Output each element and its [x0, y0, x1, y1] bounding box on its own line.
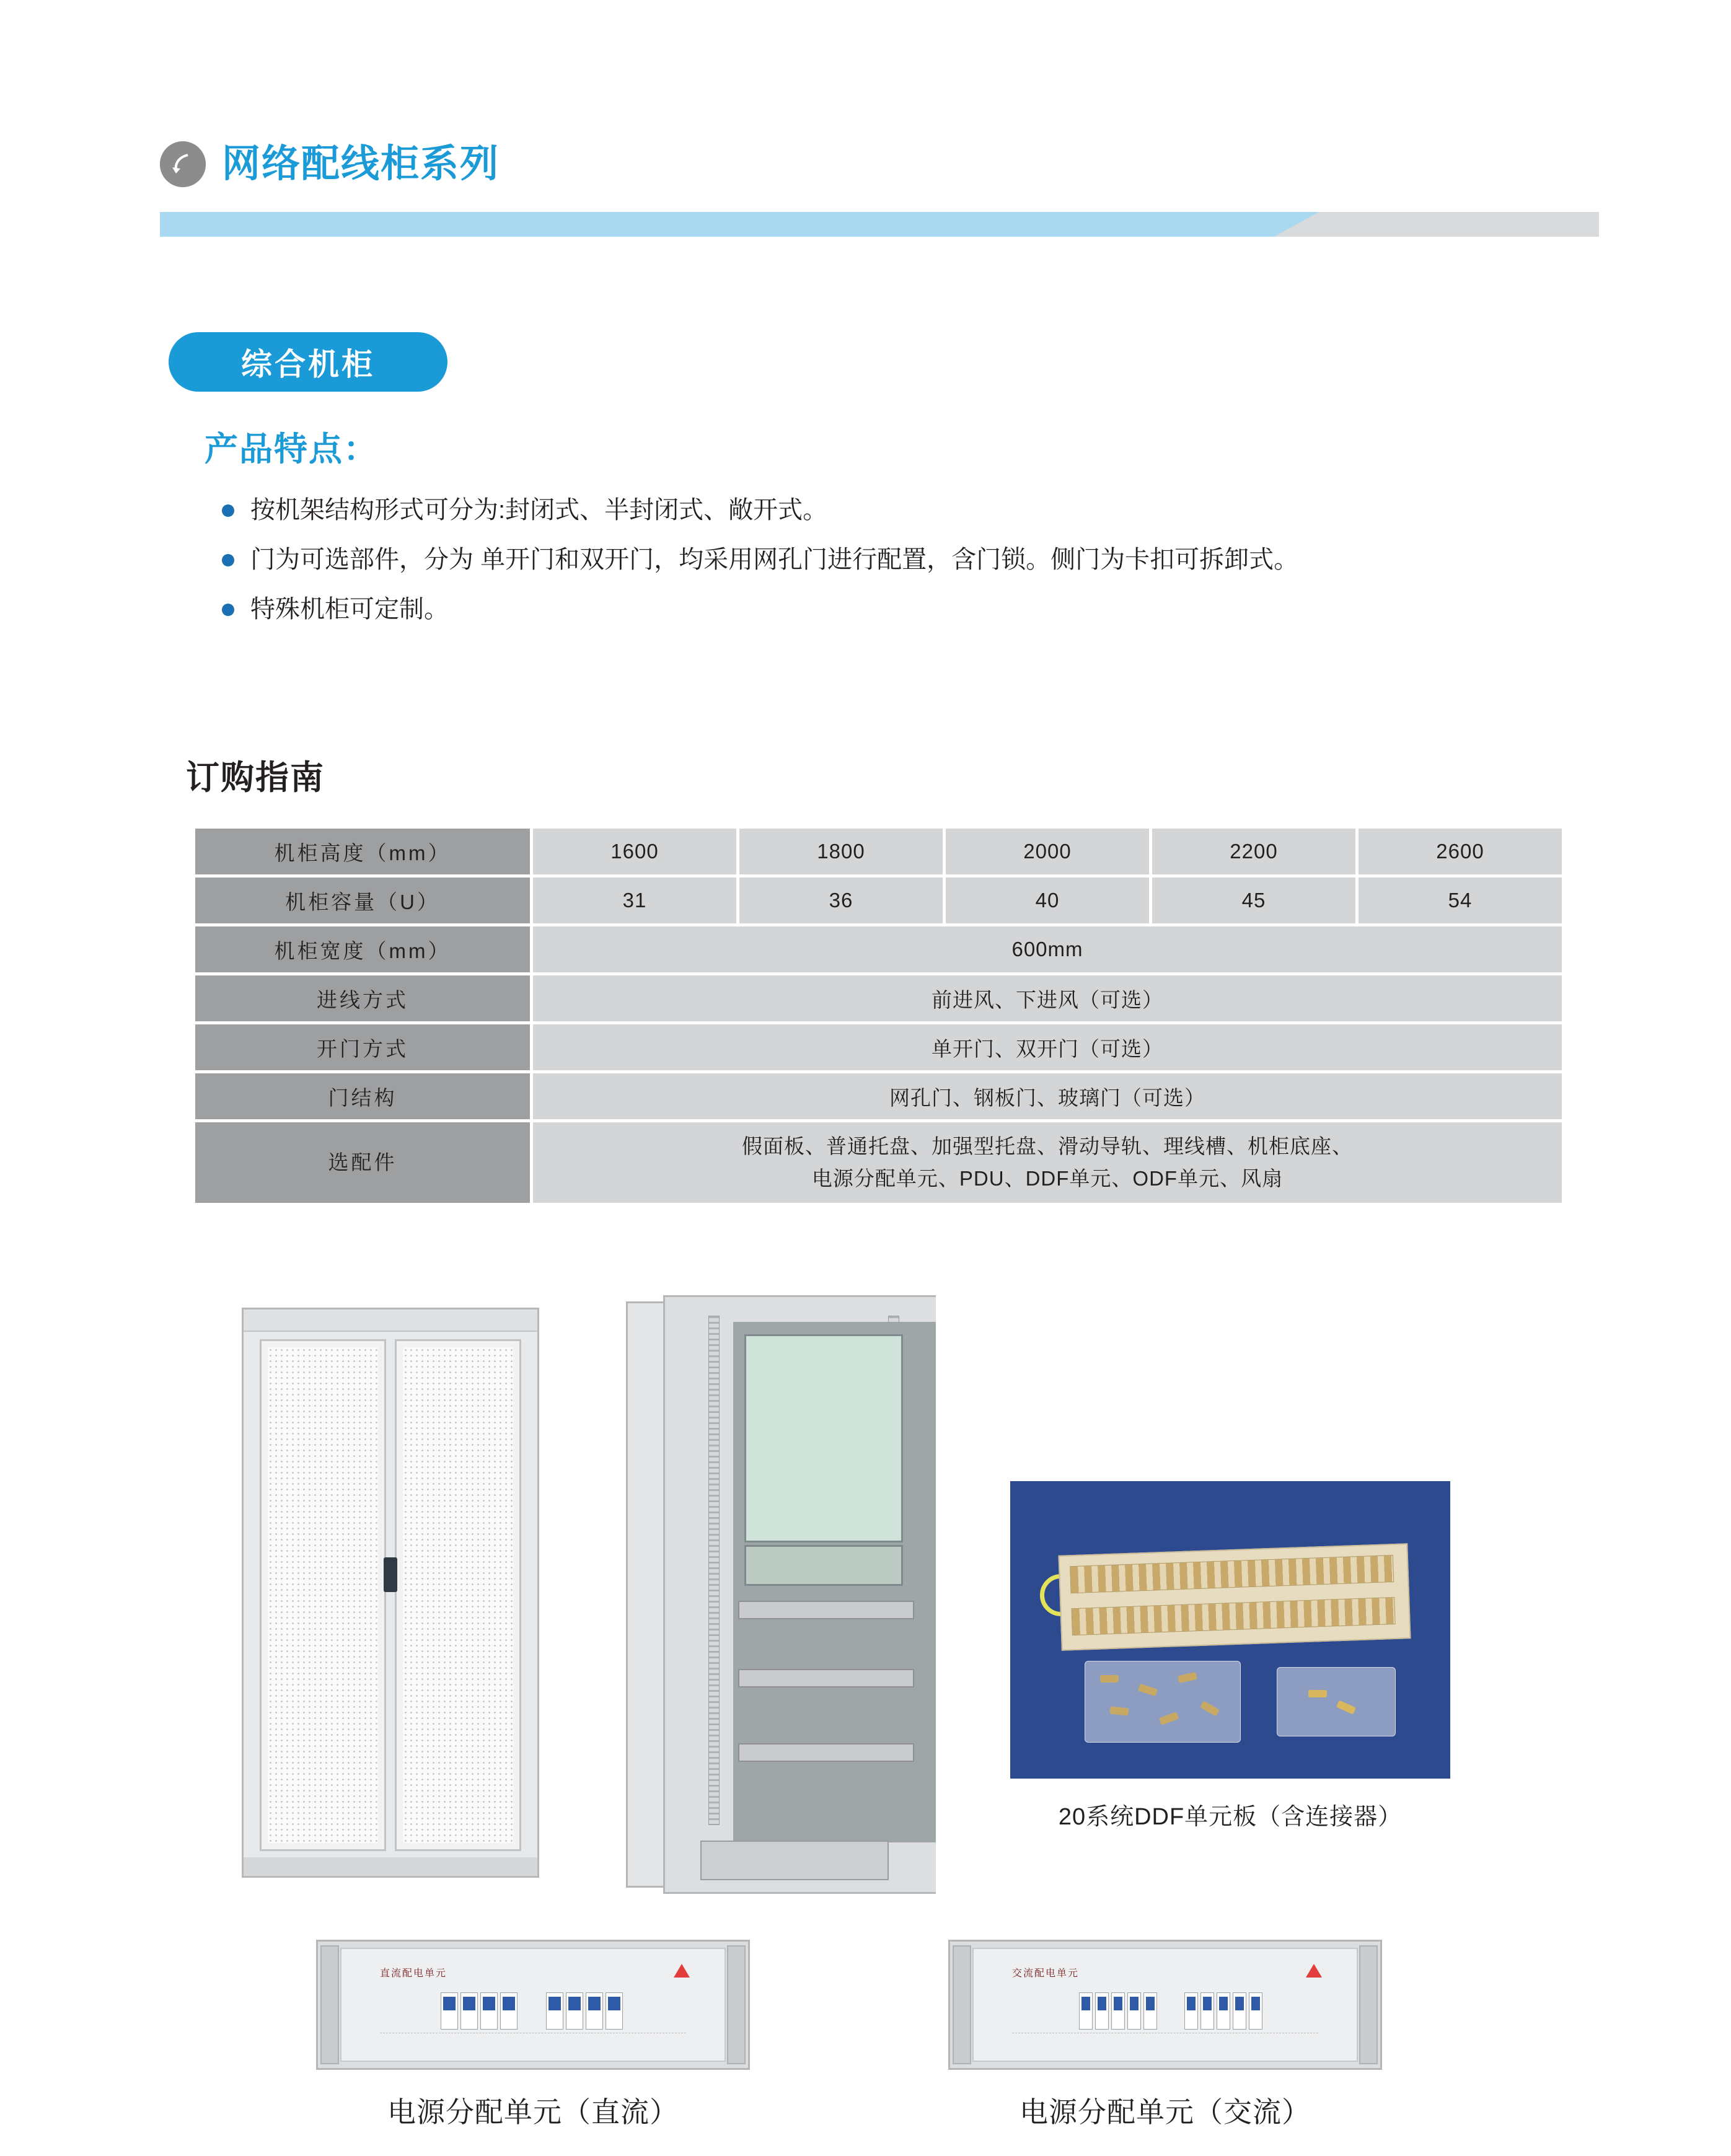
accessories-line-1: 假面板、普通托盘、加强型托盘、滑动导轨、理线槽、机柜底座、	[742, 1135, 1353, 1158]
table-cell: 36	[739, 878, 943, 923]
table-cell: 31	[533, 878, 736, 923]
table-cell: 前进风、下进风（可选）	[533, 975, 1562, 1021]
breaker-switch	[480, 1992, 498, 2030]
breaker-toggle	[1098, 1997, 1106, 2010]
breaker-group-left	[441, 1992, 518, 2030]
breaker-switch	[606, 1992, 623, 2030]
bullet-icon	[222, 604, 234, 616]
breaker-switch	[1249, 1992, 1262, 2030]
row-label: 开门方式	[195, 1024, 530, 1070]
breaker-switch	[1111, 1992, 1125, 2030]
pdu-label-strip	[380, 2033, 686, 2044]
pdu-faceplate	[340, 1948, 726, 2062]
header-bar-blue	[160, 212, 1275, 237]
photo-ddf-board	[1010, 1481, 1450, 1779]
table-row	[195, 1073, 1562, 1119]
breaker-toggle	[503, 1997, 515, 2010]
warning-triangle-icon	[1306, 1964, 1322, 1978]
table-cell: 600mm	[533, 926, 1562, 972]
breaker-toggle	[1187, 1997, 1196, 2010]
mounting-rail-left	[708, 1316, 720, 1825]
table-row	[195, 1024, 1562, 1070]
table-cell: 40	[946, 878, 1149, 923]
cabinet-open-door	[626, 1301, 666, 1888]
breaker-toggle	[608, 1997, 620, 2010]
ddf-unit-board	[1058, 1543, 1411, 1651]
breaker-switch	[500, 1992, 518, 2030]
pdu-label-strip	[1012, 2033, 1318, 2044]
row-label: 机柜高度（mm）	[195, 829, 530, 874]
connector-bag	[1085, 1661, 1241, 1743]
breaker-switch	[586, 1992, 603, 2030]
features-title: 产品特点：	[205, 431, 378, 468]
shelf-tray	[738, 1669, 914, 1687]
pdu-body	[948, 1940, 1382, 2070]
mesh-panel	[268, 1347, 378, 1843]
table-cell: 45	[1152, 878, 1355, 923]
breaker-switch	[1127, 1992, 1141, 2030]
breaker-toggle	[1219, 1997, 1228, 2010]
table-cell: 2000	[946, 829, 1149, 874]
mesh-panel	[403, 1347, 513, 1843]
breaker-toggle	[1146, 1997, 1155, 2010]
connector-pin	[1178, 1672, 1197, 1683]
ddf-terminal-row	[1070, 1555, 1394, 1593]
table-row	[195, 829, 1562, 874]
breaker-switch	[1095, 1992, 1109, 2030]
table-cell: 2200	[1152, 829, 1355, 874]
breaker-toggle	[1114, 1997, 1122, 2010]
table-cell: 54	[1359, 878, 1562, 923]
feature-text: 特殊机柜可定制。	[250, 596, 449, 623]
cabinet-base	[244, 1857, 537, 1876]
bullet-icon	[222, 554, 234, 566]
table-row	[195, 926, 1562, 972]
list-item	[218, 490, 1582, 530]
ddf-terminal-row	[1071, 1597, 1395, 1635]
pdu-panel-label: 直流配电单元	[380, 1968, 447, 1979]
section-tag: 综合机柜	[169, 332, 447, 392]
table-cell: 单开门、双开门（可选）	[533, 1024, 1562, 1070]
list-item	[218, 539, 1582, 580]
breaker-toggle	[483, 1997, 495, 2010]
breaker-toggle	[1251, 1997, 1260, 2010]
table-row	[195, 975, 1562, 1021]
breaker-switch	[1079, 1992, 1093, 2030]
table-cell: 网孔门、钢板门、玻璃门（可选）	[533, 1073, 1562, 1119]
table-cell	[533, 1122, 1562, 1203]
breaker-toggle	[1235, 1997, 1244, 2010]
row-label: 门结构	[195, 1073, 530, 1119]
interior-panel-upper	[744, 1334, 903, 1542]
row-label: 选配件	[195, 1122, 530, 1203]
cabinet-door-right	[395, 1339, 521, 1851]
photo-cabinet-closed	[242, 1308, 539, 1878]
breaker-switch	[441, 1992, 458, 2030]
cabinet-frame	[663, 1295, 936, 1894]
cabinet-interior	[733, 1322, 936, 1842]
connector-pin	[1159, 1712, 1179, 1725]
breaker-switch	[1200, 1992, 1214, 2030]
interior-panel-lower	[744, 1545, 903, 1586]
table-cell: 1800	[739, 829, 943, 874]
pdu-dc-caption: 电源分配单元（直流）	[387, 2096, 679, 2128]
warning-triangle-icon	[674, 1964, 690, 1978]
connector-pin	[1109, 1706, 1129, 1715]
connector-pin	[1138, 1684, 1158, 1697]
header-title-row	[160, 141, 500, 187]
breaker-toggle	[1081, 1997, 1090, 2010]
connector-pin	[1308, 1690, 1327, 1697]
accessories-line-2: 电源分配单元、PDU、DDF单元、ODF单元、风扇	[811, 1167, 1284, 1190]
ddf-caption: 20系统DDF单元板（含连接器）	[1058, 1804, 1403, 1830]
pdu-side-bracket-left	[953, 1945, 971, 2064]
photo-pdu-ac	[948, 1940, 1382, 2070]
pdu-side-bracket-left	[320, 1945, 339, 2064]
connector-pin	[1100, 1675, 1119, 1683]
table-cell: 2600	[1359, 829, 1562, 874]
page-title: 网络配线柜系列	[222, 143, 500, 185]
breaker-toggle	[588, 1997, 601, 2010]
table-row	[195, 878, 1562, 923]
row-label: 机柜宽度（mm）	[195, 926, 530, 972]
features-list	[218, 490, 1582, 638]
table-row	[195, 1122, 1562, 1203]
order-guide-table	[192, 825, 1565, 1206]
shelf-tray	[738, 1743, 914, 1762]
breaker-switch	[546, 1992, 563, 2030]
breaker-toggle	[1203, 1997, 1212, 2010]
pdu-body	[316, 1940, 750, 2070]
breaker-toggle	[463, 1997, 475, 2010]
pdu-faceplate	[972, 1948, 1358, 2062]
breaker-toggle	[548, 1997, 561, 2010]
breaker-switch	[1217, 1992, 1230, 2030]
cabinet-door-left	[260, 1339, 386, 1851]
row-label: 机柜容量（U）	[195, 878, 530, 923]
photo-cabinet-open	[626, 1295, 936, 1909]
pdu-side-bracket-right	[727, 1945, 746, 2064]
header-divider-bar	[160, 212, 1599, 237]
connector-bag	[1277, 1667, 1396, 1736]
breaker-group-right	[1184, 1992, 1262, 2030]
breaker-toggle	[568, 1997, 581, 2010]
breaker-switch	[1233, 1992, 1246, 2030]
cabinet-top-panel	[244, 1309, 537, 1332]
pdu-ac-caption: 电源分配单元（交流）	[1020, 2096, 1311, 2128]
cabinet-body	[242, 1308, 539, 1878]
order-guide-title: 订购指南	[186, 759, 325, 796]
breaker-switch	[1184, 1992, 1198, 2030]
feature-text: 按机架结构形式可分为:封闭式、半封闭式、敞开式。	[250, 496, 828, 524]
door-lock-icon	[384, 1557, 397, 1592]
row-label: 进线方式	[195, 975, 530, 1021]
breaker-switch	[566, 1992, 583, 2030]
page-header	[0, 141, 1731, 271]
breaker-switch	[1143, 1992, 1157, 2030]
photo-pdu-dc	[316, 1940, 750, 2070]
breaker-group-left	[1079, 1992, 1157, 2030]
feature-text: 门为可选部件，分为 单开门和双开门，均采用网孔门进行配置，含门锁。侧门为卡扣可拆卸式。	[250, 546, 1299, 573]
connector-pin	[1200, 1701, 1220, 1716]
breaker-switch	[460, 1992, 478, 2030]
list-item	[218, 589, 1582, 630]
bullet-icon	[222, 504, 234, 517]
arrow-circle-icon	[160, 141, 206, 187]
pdu-panel-label: 交流配电单元	[1012, 1968, 1080, 1979]
pdu-side-bracket-right	[1359, 1945, 1378, 2064]
table-cell: 1600	[533, 829, 736, 874]
sliding-tray	[700, 1841, 889, 1880]
breaker-toggle	[443, 1997, 456, 2010]
connector-pin	[1336, 1700, 1356, 1714]
breaker-toggle	[1130, 1997, 1139, 2010]
shelf-tray	[738, 1601, 914, 1619]
breaker-group-right	[546, 1992, 623, 2030]
